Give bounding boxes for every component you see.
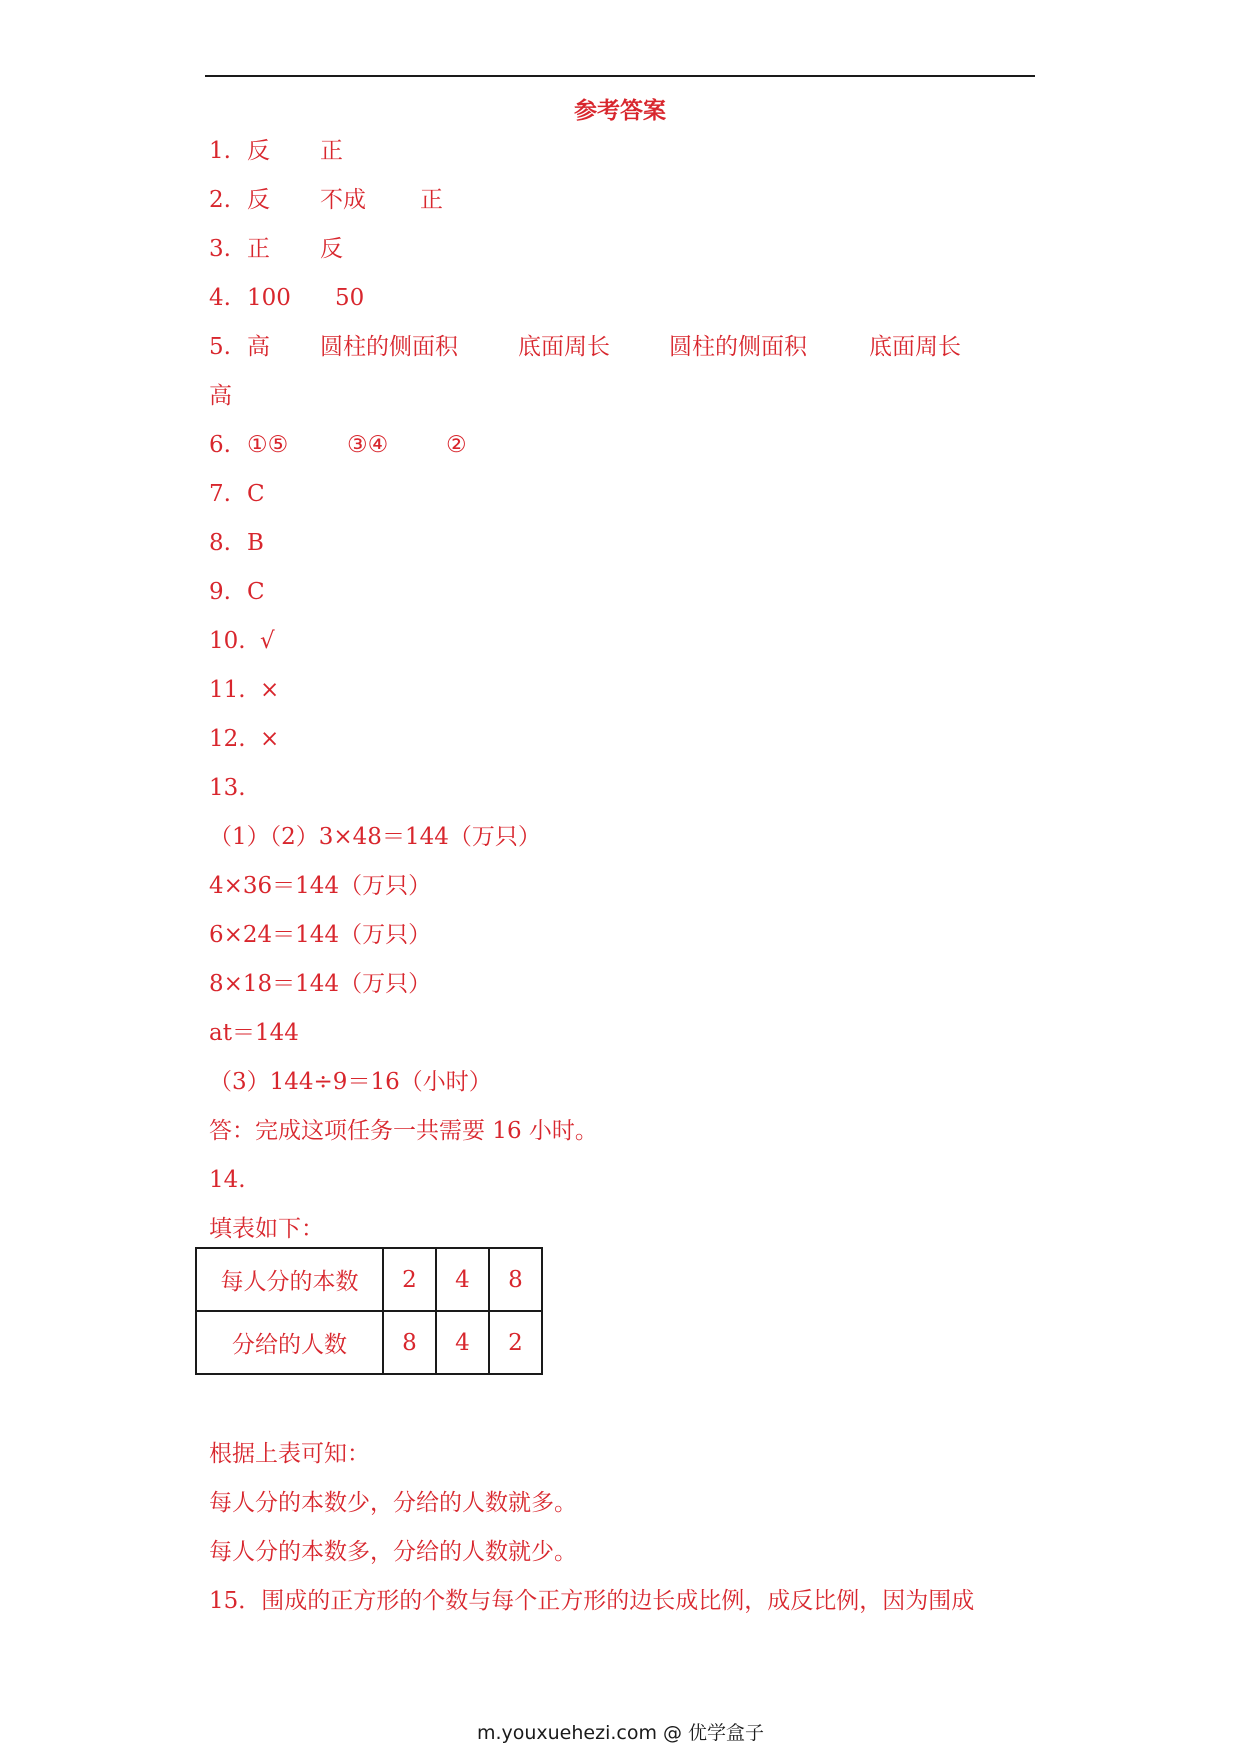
- table-row: [196, 1248, 542, 1311]
- answer-5-continued: 高: [209, 383, 232, 409]
- page-title: 参考答案: [574, 97, 666, 124]
- footer-watermark: m.youxuehezi.com @ 优学盒子: [476, 1722, 765, 1744]
- answer-1: 1. 反 正: [209, 138, 343, 164]
- answer-14: 14.: [209, 1167, 246, 1193]
- answer-13-line: 8×18＝144（万只）: [209, 971, 432, 997]
- table-cell: 2: [489, 1311, 542, 1374]
- answer-12: 12. ×: [209, 726, 280, 752]
- answer-3: 3. 正 反: [209, 236, 343, 262]
- table-row-label: 每人分的本数: [196, 1248, 383, 1311]
- answer-13-line: （3）144÷9＝16（小时）: [209, 1069, 492, 1095]
- answer-5: 5. 高 圆柱的侧面积 底面周长 圆柱的侧面积 底面周长: [209, 334, 961, 360]
- answer-13-line: 6×24＝144（万只）: [209, 922, 432, 948]
- answer-14-line: 每人分的本数少，分给的人数就多。: [209, 1490, 577, 1516]
- answer-4: 4. 100 50: [209, 285, 365, 311]
- table-cell: 2: [383, 1248, 436, 1311]
- answer-13-line: （1）（2）3×48＝144（万只）: [209, 824, 541, 850]
- answer-13: 13.: [209, 775, 246, 801]
- answer-6: 6. ①⑤ ③④ ②: [209, 432, 467, 458]
- fill-table: [195, 1247, 543, 1375]
- answer-7: 7. C: [209, 481, 265, 507]
- answer-11: 11. ×: [209, 677, 280, 703]
- top-rule: [205, 75, 1035, 77]
- answer-13-line: 4×36＝144（万只）: [209, 873, 432, 899]
- answer-9: 9. C: [209, 579, 265, 605]
- table-row-label: 分给的人数: [196, 1311, 383, 1374]
- table-cell: 4: [436, 1248, 489, 1311]
- answer-2: 2. 反 不成 正: [209, 187, 443, 213]
- answer-8: 8. B: [209, 530, 264, 556]
- answer-13-conclusion: 答：完成这项任务一共需要 16 小时。: [209, 1118, 598, 1144]
- answer-15: 15．围成的正方形的个数与每个正方形的边长成比例，成反比例，因为围成: [209, 1588, 975, 1614]
- answer-14-line: 每人分的本数多，分给的人数就少。: [209, 1539, 577, 1565]
- answer-14-intro: 填表如下：: [209, 1216, 324, 1242]
- answer-10: 10. √: [209, 628, 275, 654]
- table-cell: 4: [436, 1311, 489, 1374]
- table-cell: 8: [383, 1311, 436, 1374]
- answer-14-line: 根据上表可知：: [209, 1441, 370, 1467]
- table-cell: 8: [489, 1248, 542, 1311]
- answer-13-line: at＝144: [209, 1020, 299, 1046]
- table-row: [196, 1311, 542, 1374]
